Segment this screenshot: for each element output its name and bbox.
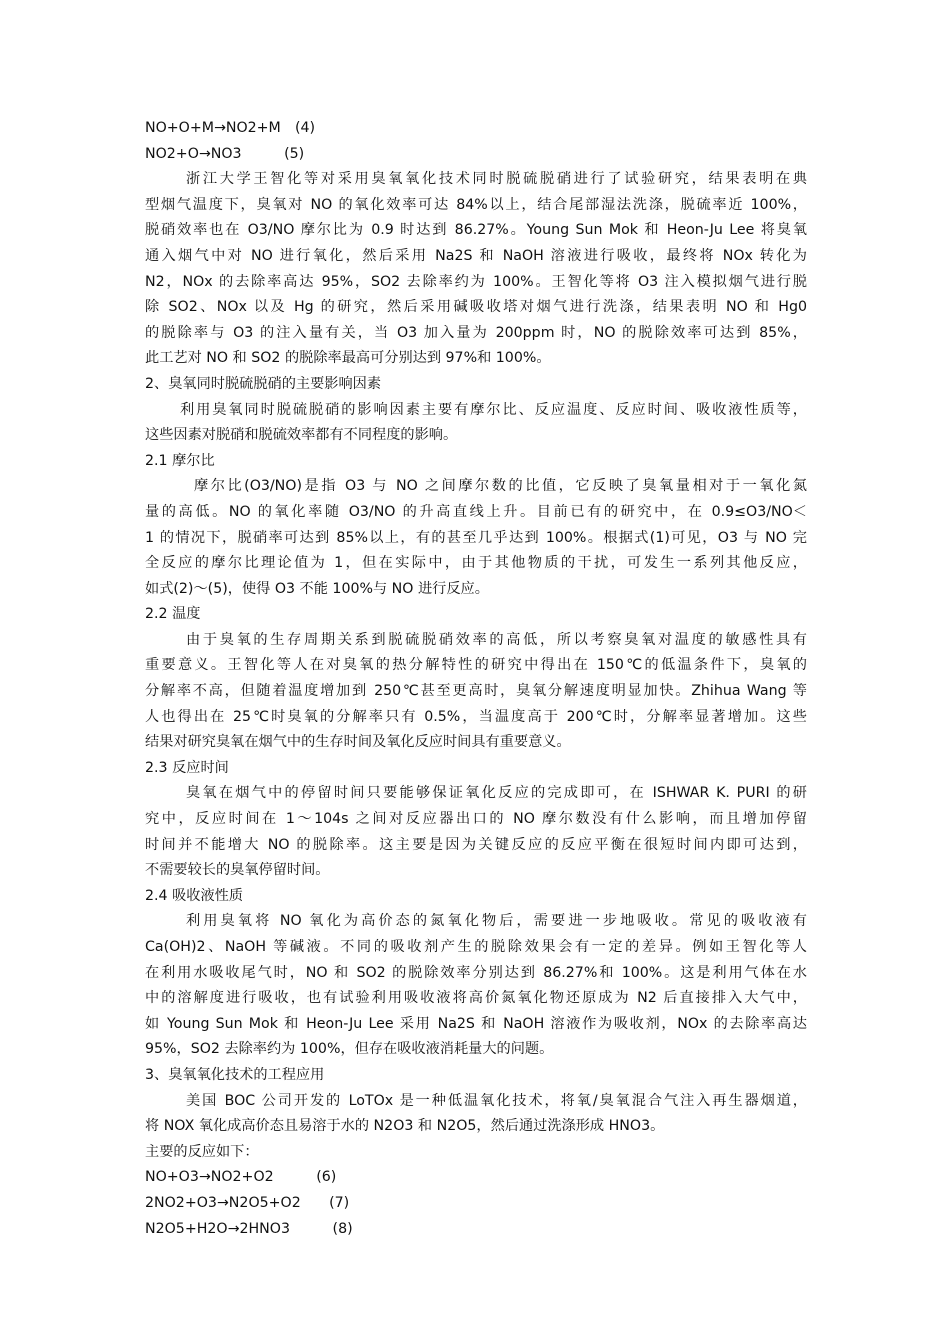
text-line: 人也得出在 25℃时臭氧的分解率只有 0.5%，当温度高于 200℃时，分解率显著增加。这些 bbox=[145, 708, 807, 725]
text-line: 臭氧在烟气中的停留时间只要能够保证氧化反应的完成即可，在 ISHWAR K. PURI 的研 bbox=[186, 785, 807, 802]
text-line: N2，NOx 的去除率高达 95%，SO2 去除率约为 100%。王智化等将 O3 注入模拟烟气进行脱 bbox=[145, 273, 807, 290]
text-line: 中的溶解度进行吸收，也有试验利用吸收液将高价氮氧化物还原成为 N2 后直接排入大气中， bbox=[145, 990, 807, 1007]
text-line: 95%，SO2 去除率约为 100%，但存在吸收液消耗量大的问题。 bbox=[145, 1041, 554, 1058]
text-line: 如 Young Sun Mok 和 Heon-Ju Lee 采用 Na2S 和 NaOH 溶液作为吸收剂，NOx 的去除率高达 bbox=[145, 1015, 807, 1032]
text-line: 3、臭氧氧化技术的工程应用 bbox=[145, 1066, 325, 1083]
text-line: 将 NOX 氧化成高价态且易溶于水的 N2O3 和 N2O5，然后通过洗涤形成 HNO3。 bbox=[145, 1118, 665, 1135]
text-line: 除 SO2、NOx 以及 Hg 的研究，然后采用碱吸收塔对烟气进行洗涤，结果表明 NO 和 Hg0 bbox=[145, 299, 807, 316]
text-line: 摩尔比(O3/NO)是指 O3 与 NO 之间摩尔数的比值，它反映了臭氧量相对于一氧化氮 bbox=[194, 478, 807, 495]
document-body bbox=[145, 116, 807, 1242]
text-line: 利用臭氧同时脱硫脱硝的影响因素主要有摩尔比、反应温度、反应时间、吸收液性质等， bbox=[180, 401, 807, 418]
text-line: 利用臭氧将 NO 氧化为高价态的氮氧化物后，需要进一步地吸收。常见的吸收液有 bbox=[186, 913, 807, 930]
text-line: 浙江大学王智化等对采用臭氧氧化技术同时脱硫脱硝进行了试验研究，结果表明在典 bbox=[186, 171, 807, 188]
text-line: 脱硝效率也在 O3/NO 摩尔比为 0.9 时达到 86.27%。Young Sun Mok 和 Heon-Ju Lee 将臭氧 bbox=[145, 222, 807, 239]
text-line: 在利用水吸收尾气时，NO 和 SO2 的脱除效率分别达到 86.27%和 100%。这是利用气体在水 bbox=[145, 964, 807, 981]
text-line: 全反应的摩尔比理论值为 1，但在实际中，由于其他物质的干扰，可发生一系列其他反应， bbox=[145, 555, 807, 572]
text-line: NO+O+M→NO2+M (4) bbox=[145, 120, 316, 136]
text-line: 美国 BOC 公司开发的 LoTOx 是一种低温氧化技术，将氧/臭氧混合气注入再生器烟道， bbox=[186, 1092, 807, 1109]
text-line: 这些因素对脱硝和脱硫效率都有不同程度的影响。 bbox=[145, 427, 458, 444]
text-line: 重要意义。王智化等人在对臭氧的热分解特性的研究中得出在 150℃的低温条件下，臭氧的 bbox=[145, 657, 807, 674]
text-line: 时间并不能增大 NO 的脱除率。这主要是因为关键反应的反应平衡在很短时间内即可达到， bbox=[145, 836, 807, 853]
text-line: 如式(2)～(5)，使得 O3 不能 100%与 NO 进行反应。 bbox=[145, 580, 489, 597]
text-line: 的脱除率与 O3 的注入量有关，当 O3 加入量为 200ppm 时，NO 的脱除效率可达到 85%， bbox=[145, 324, 807, 341]
text-line: 2NO2+O3→N2O5+O2 (7) bbox=[145, 1194, 350, 1211]
text-line: 分解率不高，但随着温度增加到 250℃甚至更高时，臭氧分解速度明显加快。Zhihua Wang 等 bbox=[145, 683, 807, 700]
text-line: N2O5+H2O→2HNO3 (8) bbox=[145, 1220, 353, 1237]
text-line: 主要的反应如下： bbox=[145, 1143, 259, 1160]
text-line: 2.3 反应时间 bbox=[145, 759, 229, 776]
text-line: 量的高低。NO 的氧化率随 O3/NO 的升高直线上升。目前已有的研究中，在 0.9≤O3/NO＜ bbox=[145, 503, 807, 520]
text-line: 由于臭氧的生存周期关系到脱硫脱硝效率的高低，所以考察臭氧对温度的敏感性具有 bbox=[186, 631, 807, 648]
text-line: 2.4 吸收液性质 bbox=[145, 887, 244, 904]
text-line: 究中，反应时间在 1～104s 之间对反应器出口的 NO 摩尔数没有什么影响，而且增加停留 bbox=[145, 811, 807, 828]
text-line: 2.2 温度 bbox=[145, 606, 201, 623]
text-line: NO+O3→NO2+O2 (6) bbox=[145, 1169, 337, 1186]
text-line: 不需要较长的臭氧停留时间。 bbox=[145, 862, 330, 879]
text-line: 通入烟气中对 NO 进行氧化，然后采用 Na2S 和 NaOH 溶液进行吸收，最终将 NOx 转化为 bbox=[145, 247, 807, 264]
text-line: 1 的情况下，脱硝率可达到 85%以上，有的甚至几乎达到 100%。根据式(1)可见，O3 与 NO 完 bbox=[145, 529, 807, 546]
text-line: 结果对研究臭氧在烟气中的生存时间及氧化反应时间具有重要意义。 bbox=[145, 734, 571, 751]
text-line: 型烟气温度下，臭氧对 NO 的氧化效率可达 84%以上，结合尾部湿法洗涤，脱硫率近 100%， bbox=[145, 196, 807, 213]
text-line: 2.1 摩尔比 bbox=[145, 452, 215, 469]
text-line: NO2+O→NO3 (5) bbox=[145, 145, 305, 162]
text-line: 此工艺对 NO 和 SO2 的脱除率最高可分别达到 97%和 100%。 bbox=[145, 350, 551, 367]
text-line: Ca(OH)2、NaOH 等碱液。不同的吸收剂产生的脱除效果会有一定的差异。例如王智化等人 bbox=[145, 939, 807, 955]
text-line: 2、臭氧同时脱硫脱硝的主要影响因素 bbox=[145, 375, 382, 392]
